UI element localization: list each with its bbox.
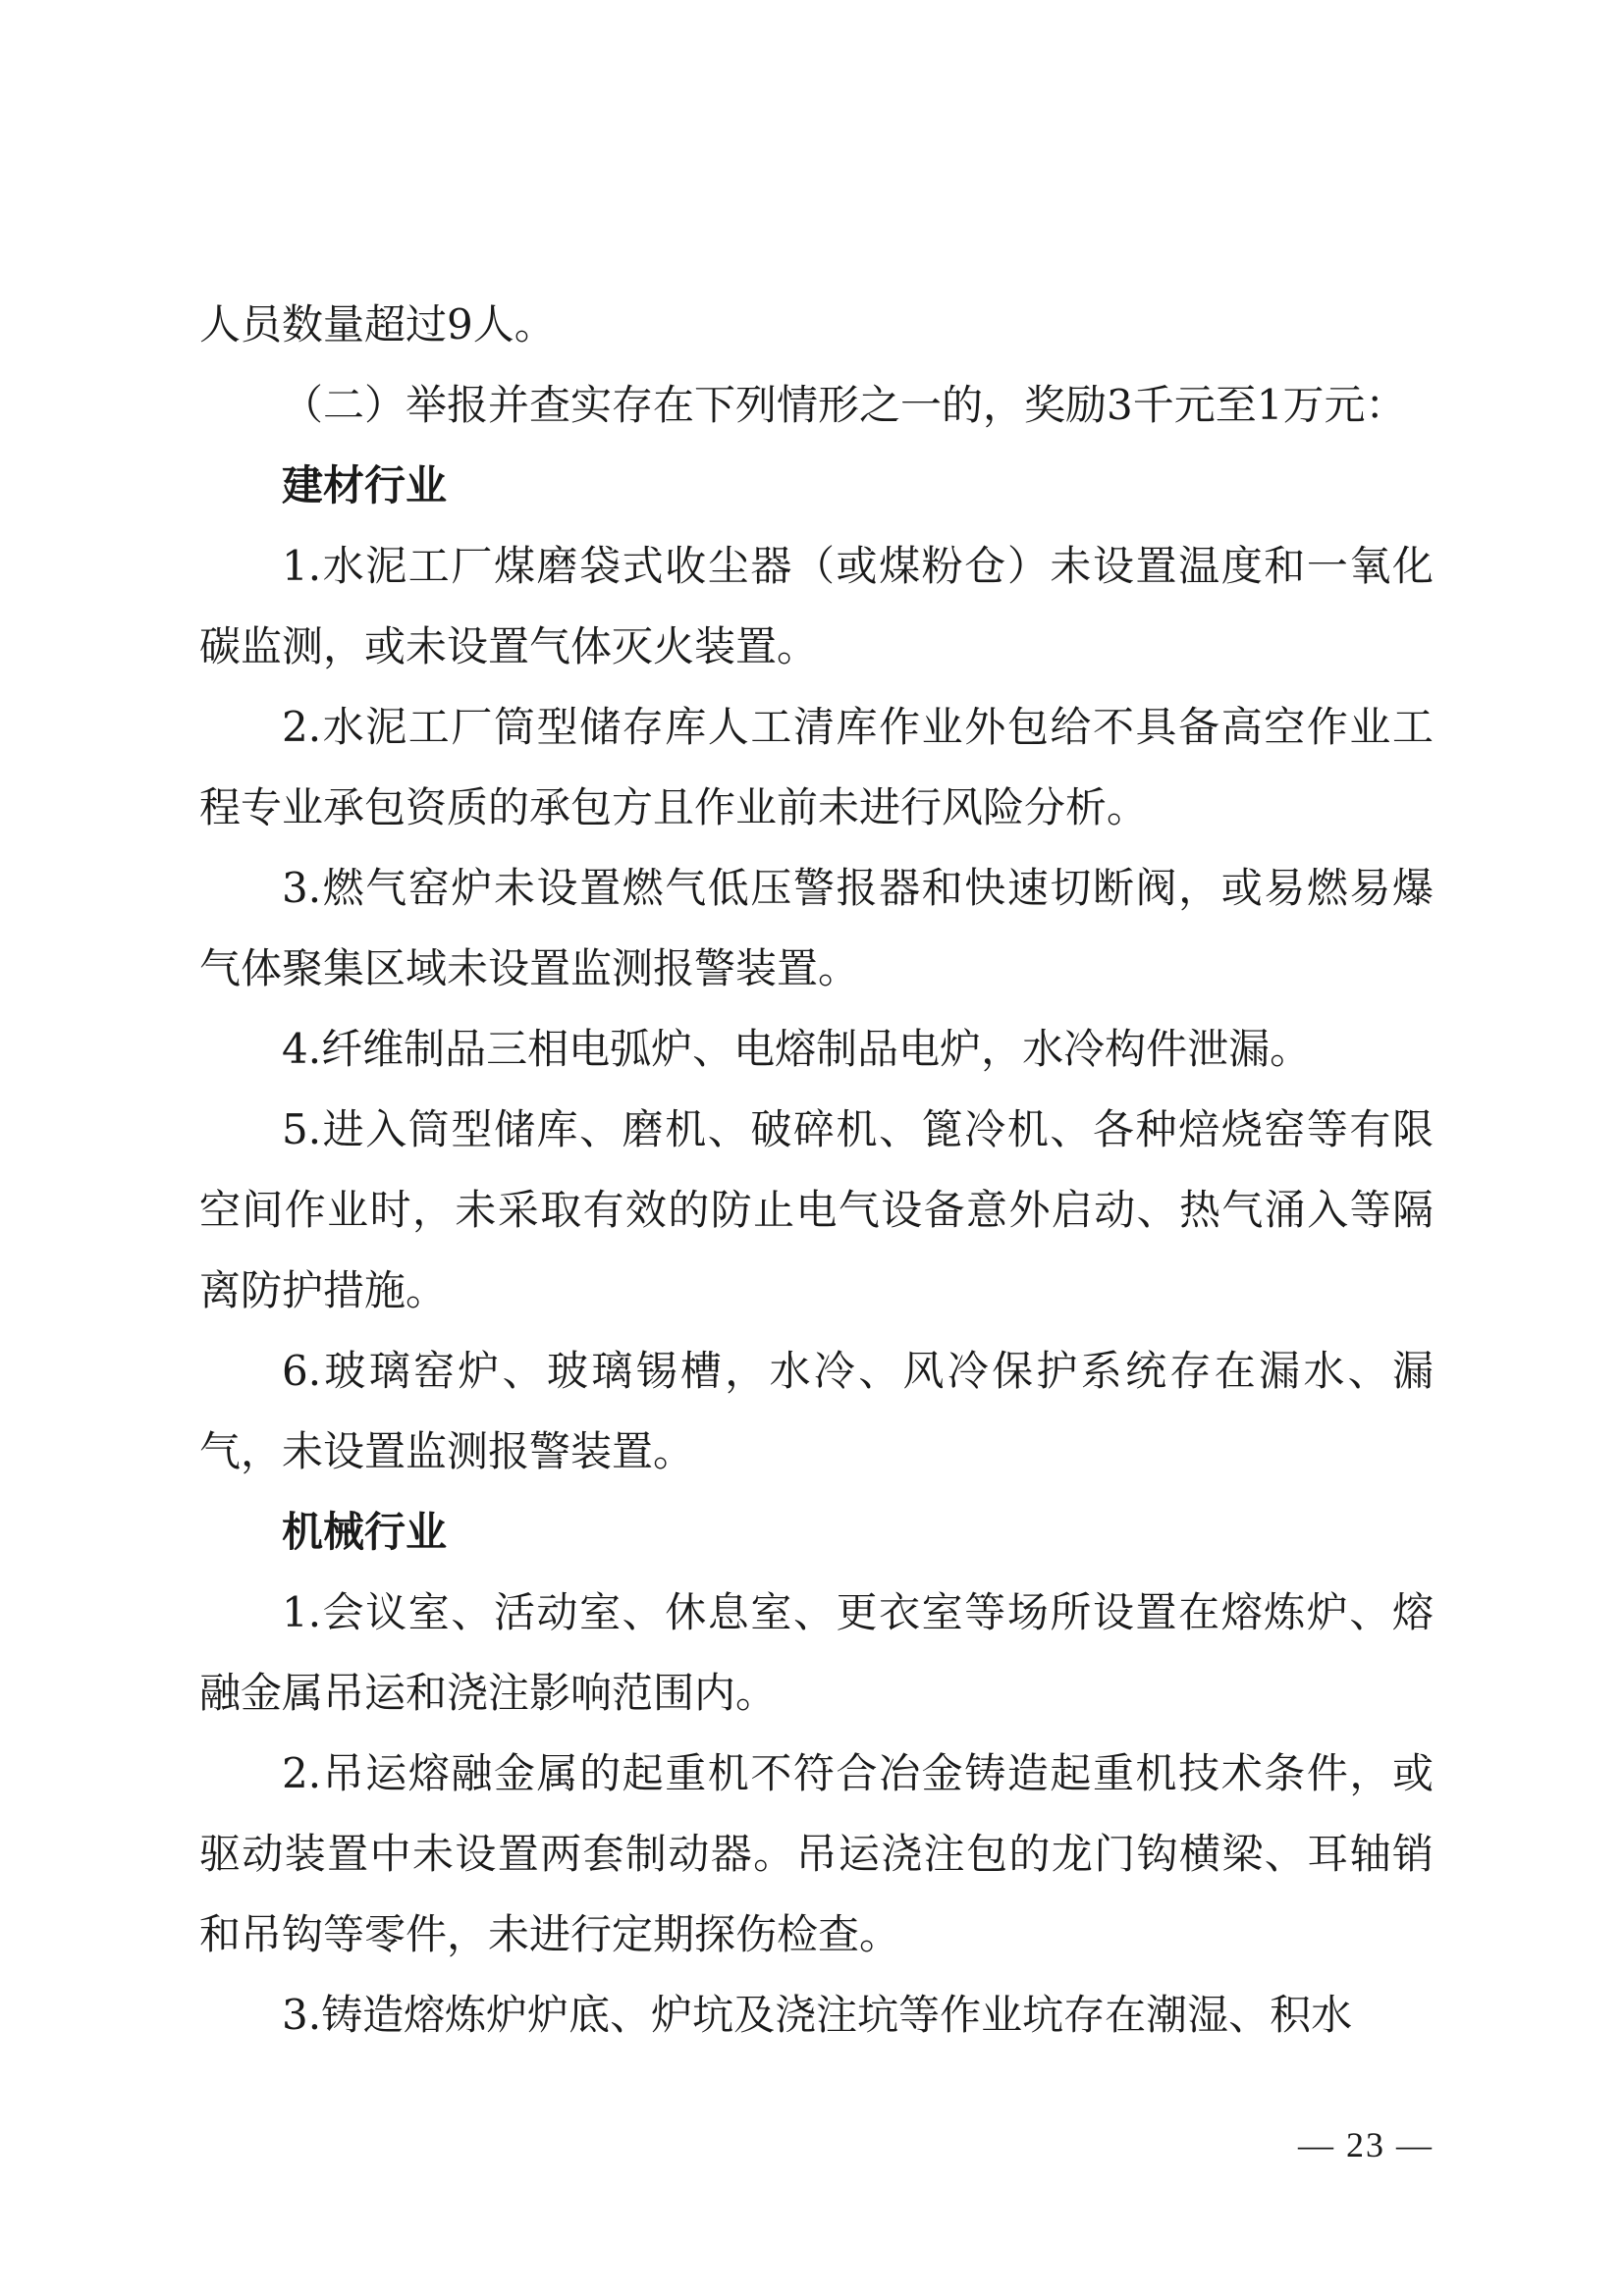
list-item: 3.铸造熔炼炉炉底、炉坑及浇注坑等作业坑存在潮湿、积水 xyxy=(282,1991,1353,2039)
section-heading-machinery: 机械行业 xyxy=(282,1508,448,1556)
section-heading-building-materials: 建材行业 xyxy=(282,461,448,509)
list-item: 2.吊运熔融金属的起重机不符合冶金铸造起重机技术条件，或驱动装置中未设置两套制动器。吊运浇注包的龙门钩横梁、耳轴销和吊钩等零件，未进行定期探伤检查。 xyxy=(199,1749,1434,1958)
intro-paragraph: （二）举报并查实存在下列情形之一的，奖励3千元至1万元： xyxy=(282,381,1407,429)
list-item: 4.纤维制品三相电弧炉、电熔制品电炉，水冷构件泄漏。 xyxy=(282,1025,1312,1073)
continuation-text: 人员数量超过9人。 xyxy=(199,300,556,348)
list-item: 6.玻璃窑炉、玻璃锡槽，水冷、风冷保护系统存在漏水、漏气，未设置监测报警装置。 xyxy=(199,1347,1434,1475)
list-item: 5.进入筒型储库、磨机、破碎机、篦冷机、各种焙烧窑等有限空间作业时，未采取有效的防止电气设备意外启动、热气涌入等隔离防护措施。 xyxy=(199,1105,1434,1314)
list-item: 1.水泥工厂煤磨袋式收尘器（或煤粉仓）未设置温度和一氧化碳监测，或未设置气体灭火装置。 xyxy=(199,542,1434,670)
list-item: 2.水泥工厂筒型储存库人工清库作业外包给不具备高空作业工程专业承包资质的承包方且作业前未进行风险分析。 xyxy=(199,703,1434,831)
list-item: 1.会议室、活动室、休息室、更衣室等场所设置在熔炼炉、熔融金属吊运和浇注影响范围内。 xyxy=(199,1588,1434,1717)
page-number: — 23 — xyxy=(1298,2125,1434,2164)
document-body xyxy=(199,285,1434,2056)
list-item: 3.燃气窑炉未设置燃气低压警报器和快速切断阀，或易燃易爆气体聚集区域未设置监测报警装置。 xyxy=(199,864,1434,992)
